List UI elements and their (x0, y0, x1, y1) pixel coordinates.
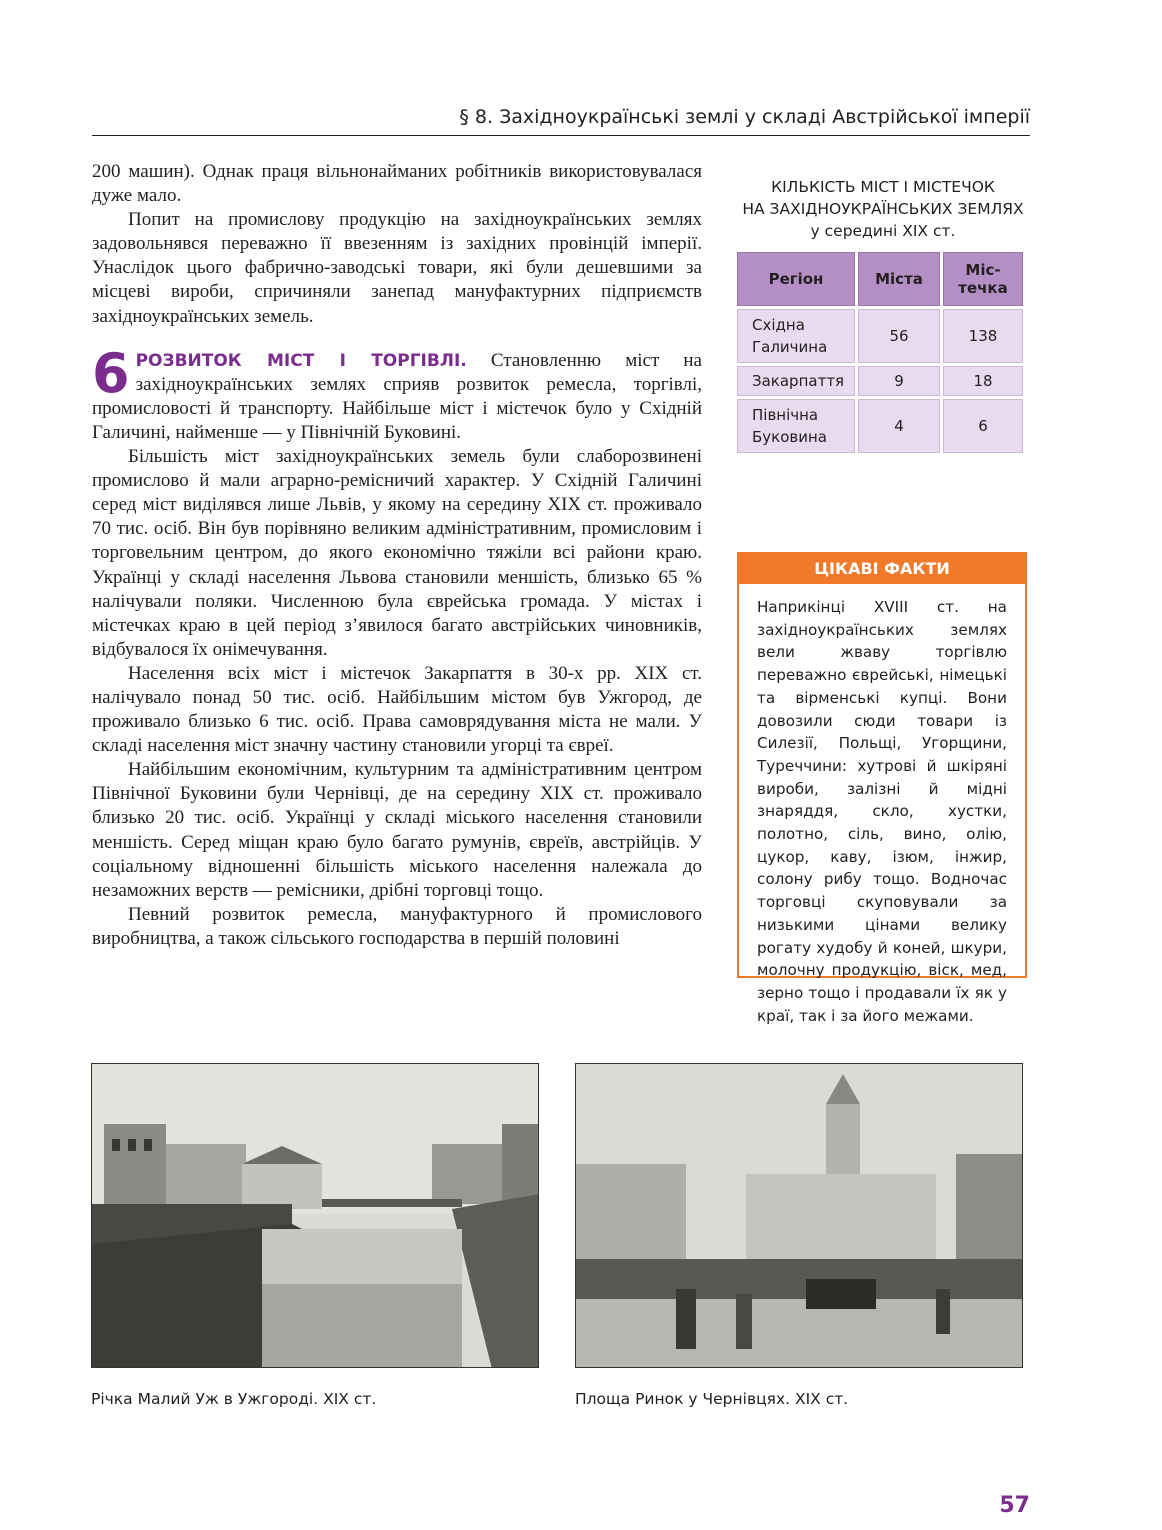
cell-towns: 138 (943, 309, 1023, 363)
header-region: Регіон (737, 252, 855, 306)
paragraph-5: Населення всіх міст і містечок Закарпаття в 30-х рр. XIX ст. налічувало понад 50 тис. осіб. Найбільшим містом був Ужгород, де проживало близько 6 тис. осіб. Права самоврядування міста не мали. У складі населення міст значну частину становили угорці та євреї. (92, 662, 702, 757)
interesting-facts-box (737, 552, 1027, 1025)
header-rule (92, 135, 1030, 136)
table-caption-line-1: КІЛЬКІСТЬ МІСТ І МІСТЕЧОК (771, 178, 995, 196)
cell-region: Північна Буковина (737, 399, 855, 453)
section-number: 6 (92, 341, 130, 405)
photo-chernivtsi-square (575, 1063, 1023, 1368)
table-row (737, 399, 1023, 453)
cell-towns: 6 (943, 399, 1023, 453)
section-title: РОЗВИТОК МІСТ І ТОРГІВЛІ. (135, 350, 467, 371)
header-towns-text: Міс- течка (958, 261, 1008, 297)
header-towns (943, 252, 1023, 306)
cell-region: Східна Галичина (737, 309, 855, 363)
table-caption-line-2: НА ЗАХІДНОУКРАЇНСЬКИХ ЗЕМЛЯХ (742, 200, 1024, 218)
facts-body: Наприкінці XVIII ст. на західноукраїнських землях вели жваву торгівлю переважно єврейські, німецькі та вірменські купці. Вони довозили сюди товари із Силезії, Польщі, Угорщини, Туреччини: хутрові й шкіряні вироби, залізні й мідні знаряддя, скло, хустки, полотно, сіль, вино, олію, цукор, каву, ізюм, інжир, солону рибу тощо. Водночас торговці скуповували за низькими цінами велику рогату худобу й коней, шкури, молочну продукцію, віск, мед, зерно тощо і продавали їх як у краї, так і за його межами. (757, 598, 1007, 1025)
cell-cities: 56 (858, 309, 940, 363)
photo-caption-right: Площа Ринок у Чернівцях. XIX ст. (575, 1390, 849, 1408)
paragraph-2: Попит на промислову продукцію на західноукраїнських землях задовольнявся переважно її ввезенням із західних провінцій імперії. Унаслідок цього фабрично-заводські товари, які були дешевшими за місцеві вироби, спричиняли занепад мануфактурних підприємств західноукраїнських земель. (92, 209, 702, 327)
table-row (737, 366, 1023, 396)
cell-cities: 9 (858, 366, 940, 396)
header-cities: Міста (858, 252, 940, 306)
table-row (737, 309, 1023, 363)
photo-caption-left: Річка Малий Уж в Ужгороді. XIX ст. (91, 1390, 377, 1408)
table-header-row (737, 252, 1023, 306)
table-caption-line-3: у середині XIX ст. (810, 222, 956, 240)
table-caption (737, 176, 1029, 242)
paragraph-6: Найбільшим економічним, культурним та адміністративним центром Північної Буковини були Чернівці, де на середину XIX ст. проживало близько 20 тис. осіб. Українці у складі міського населення становили меншість. Серед міщан краю було багато румунів, євреїв, австрійців. У соціальному відношенні більшість міського населення належала до незаможних верств — ремісники, дрібні торговці тощо. (92, 759, 702, 901)
facts-title: ЦІКАВІ ФАКТИ (739, 554, 1025, 584)
cities-table (734, 249, 1026, 456)
paragraph-7: Певний розвиток ремесла, мануфактурного й промислового виробництва, а також сільського господарства в першій половині (92, 903, 702, 949)
paragraph-1: 200 машин). Однак праця вільнонайманих робітників використовувалася дуже мало. (92, 161, 702, 207)
section-6 (92, 341, 702, 445)
section-intro (92, 341, 702, 445)
running-header: § 8. Західноукраїнські землі у складі Австрійської імперії (459, 106, 1030, 128)
cell-towns: 18 (943, 366, 1023, 396)
photo-uzhhorod-river (91, 1063, 539, 1368)
main-text-column (92, 160, 702, 951)
photo-chernivtsi-image (576, 1064, 1023, 1368)
paragraph-4: Більшість міст західноукраїнських земель були слаборозвинені промислово й мали аграрно-ремісничий характер. У Східній Галичині серед міст виділявся лише Львів, у якому на середину XIX ст. проживало 70 тис. осіб. Він був порівняно великим адміністративним, промисловим і торговельним центром, до якого економічно тяжіли всі райони краю. Українці у складі населення Львова становили меншість, близько 65 % налічували поляки. Численною була єврейська громада. У містах і містечках краю в цей період з’явилося багато австрійських чиновників, відбувалося їх онімечування. (92, 446, 702, 660)
photo-uzhhorod-image (92, 1064, 539, 1368)
cell-region: Закарпаття (737, 366, 855, 396)
page-number: 57 (999, 1493, 1030, 1518)
cell-cities: 4 (858, 399, 940, 453)
paragraph-3: Становленню міст на західноукраїнських землях сприяв розвиток ремесла, торгівлі, промисловості й транспорту. Найбільше міст і містечок було у Східній Галичині, найменше — у Північній Буковині. (92, 349, 702, 443)
